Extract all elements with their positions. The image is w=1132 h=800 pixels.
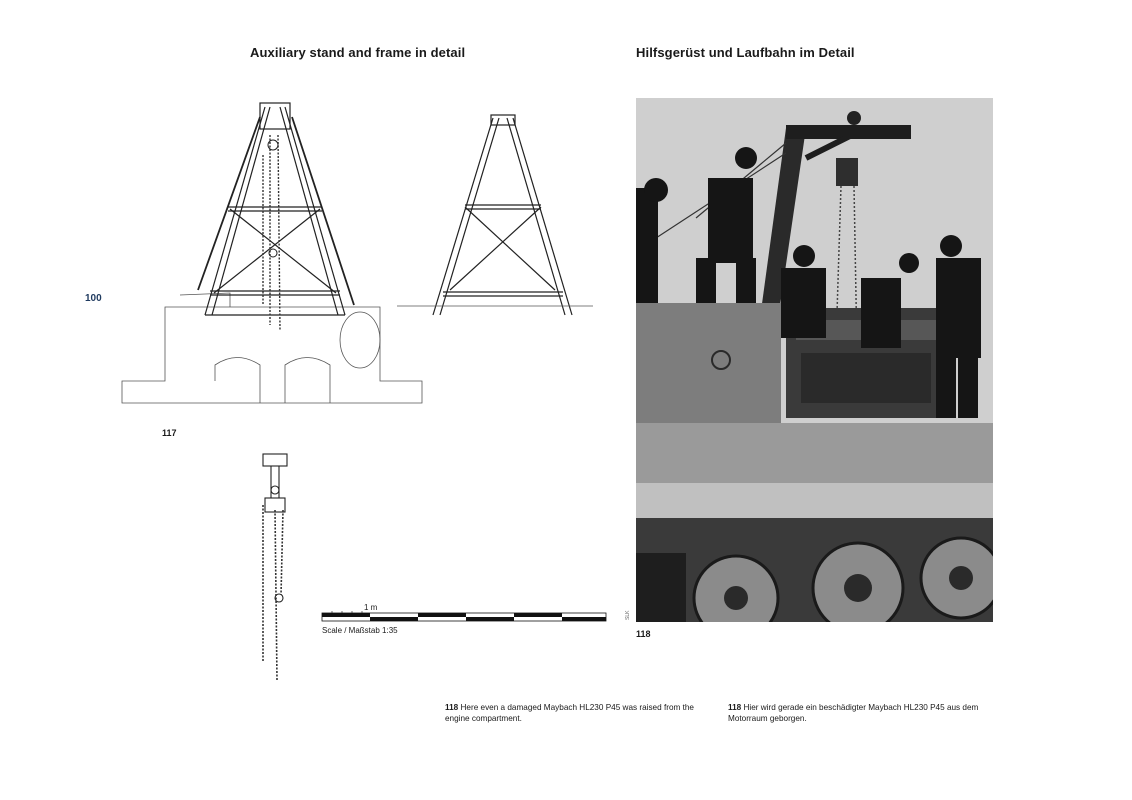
drawing-front-view — [110, 95, 430, 415]
page-number: 100 — [85, 293, 102, 304]
caption-english-number: 118 — [445, 703, 459, 712]
scale-length-label: 1 m — [364, 603, 378, 612]
photo-engine-recovery — [636, 98, 993, 622]
caption-german-number: 118 — [728, 703, 742, 712]
title-german: Hilfsgerüst und Laufbahn im Detail — [636, 45, 855, 60]
caption-english-text: Here even a damaged Maybach HL230 P45 was raised from the engine compartment. — [445, 703, 694, 723]
scale-caption: Scale / Maßstab 1:35 — [322, 626, 398, 635]
drawing-side-view — [395, 110, 595, 320]
scale-bar — [320, 611, 610, 623]
caption-english — [445, 702, 715, 724]
caption-german — [728, 702, 998, 724]
drawing-hoist-detail — [255, 450, 295, 685]
photo-credit: SLK — [625, 610, 631, 620]
drawing-figure-number: 117 — [162, 428, 177, 438]
photo-illustration — [636, 98, 993, 622]
title-english: Auxiliary stand and frame in detail — [250, 45, 466, 60]
caption-german-text: Hier wird gerade ein beschädigter Maybach HL230 P45 aus dem Motorraum geborgen. — [728, 703, 979, 723]
photo-figure-number: 118 — [636, 629, 651, 639]
